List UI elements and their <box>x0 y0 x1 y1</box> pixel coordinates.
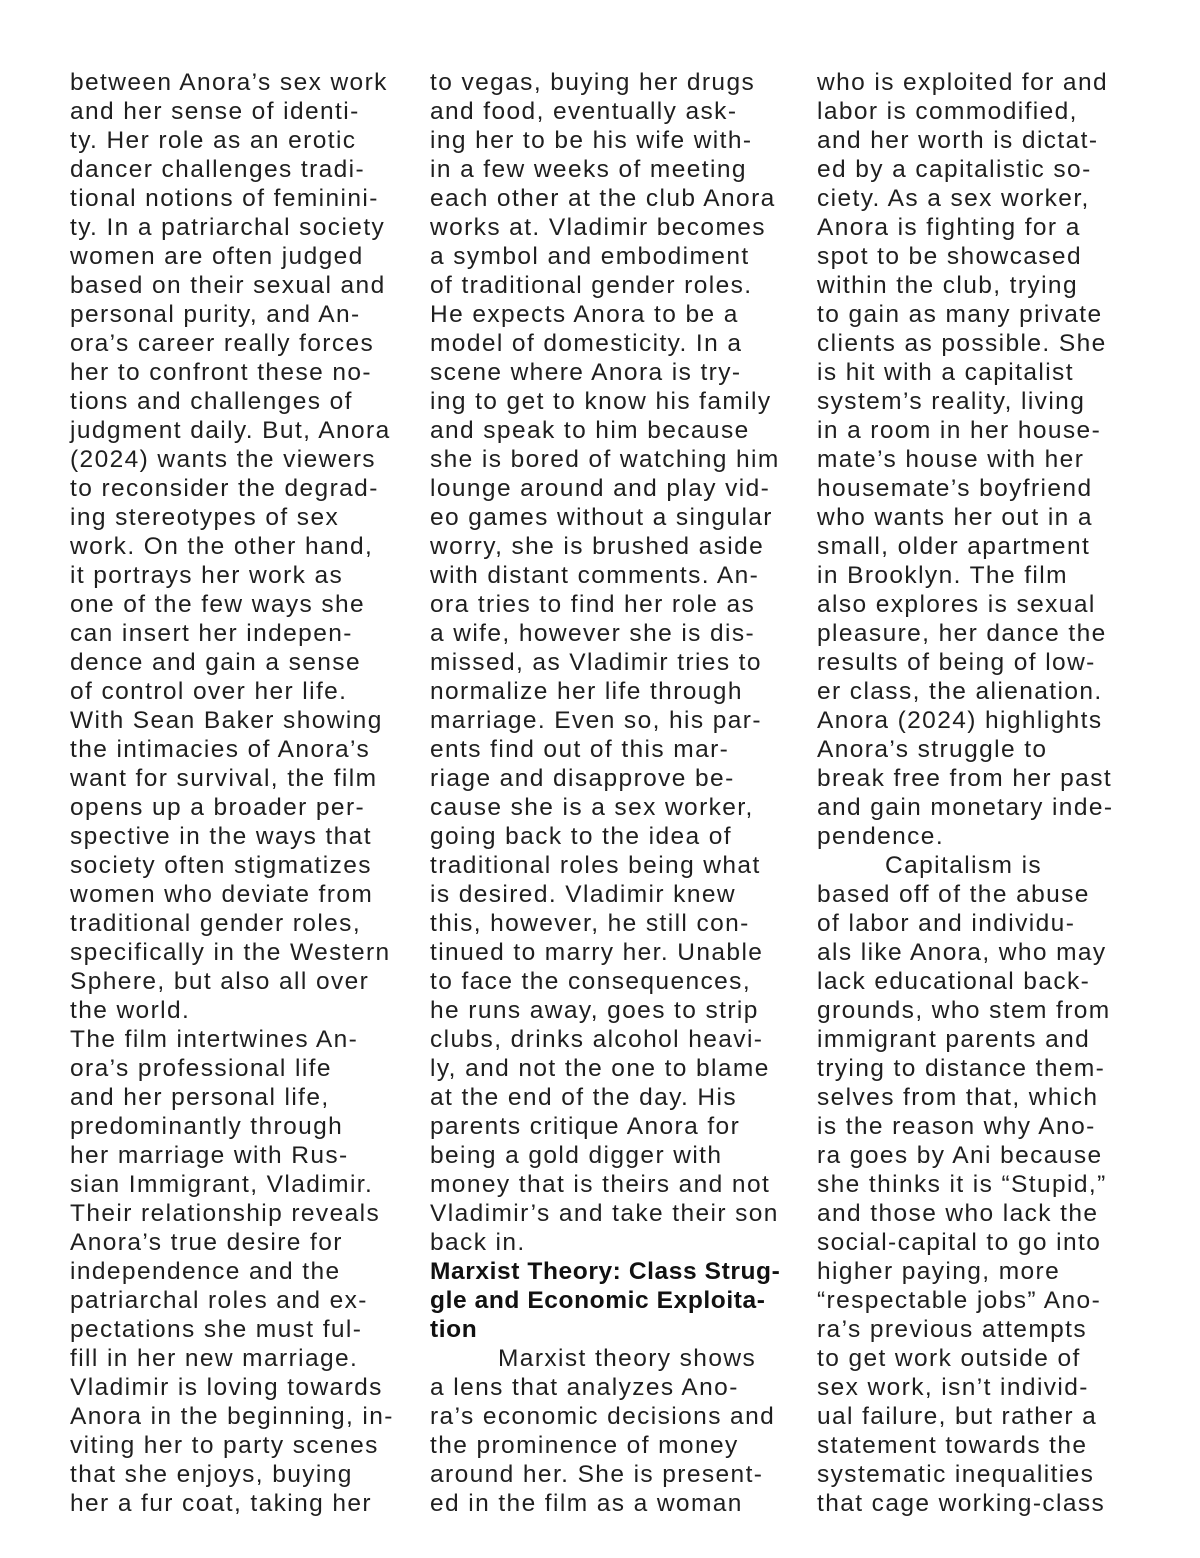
text-line: independence and the <box>70 1258 341 1285</box>
text-line: pleasure, her dance the <box>817 620 1107 647</box>
text-column-middle <box>430 68 802 1518</box>
text-line: He expects Anora to be a <box>430 301 739 328</box>
text-line: Anora’s struggle to <box>817 736 1048 763</box>
text-column-left <box>70 68 415 1518</box>
text-line: within the club, trying <box>817 272 1078 299</box>
text-line: Anora’s true desire for <box>70 1229 343 1256</box>
text-line: women who deviate from <box>70 881 374 908</box>
text-line: to face the consequences, <box>430 968 752 995</box>
text-line: her marriage with Rus- <box>70 1142 349 1169</box>
text-line: clubs, drinks alcohol heavi- <box>430 1026 764 1053</box>
section-heading-line: gle and Economic Exploita- <box>430 1287 766 1314</box>
text-line: can insert her indepen- <box>70 620 353 647</box>
text-line: predominantly through <box>70 1113 344 1140</box>
text-line: Capitalism is <box>885 852 1043 879</box>
text-line: spot to be showcased <box>817 243 1082 270</box>
text-line: that she enjoys, buying <box>70 1461 353 1488</box>
text-line: model of domesticity. In a <box>430 330 743 357</box>
text-line: each other at the club Anora <box>430 185 776 212</box>
text-line: pendence. <box>817 823 945 850</box>
text-line: in a few weeks of meeting <box>430 156 747 183</box>
text-line: results of being of low- <box>817 649 1096 676</box>
text-line: ora’s professional life <box>70 1055 332 1082</box>
text-line: her to confront these no- <box>70 359 372 386</box>
text-line: she is bored of watching him <box>430 446 780 473</box>
text-line: judgment daily. But, Anora <box>70 417 391 444</box>
text-line: to reconsider the degrad- <box>70 475 379 502</box>
text-line: marriage. Even so, his par- <box>430 707 762 734</box>
text-line: sian Immigrant, Vladimir. <box>70 1171 374 1198</box>
text-line: and her personal life, <box>70 1084 330 1111</box>
text-line: and speak to him because <box>430 417 750 444</box>
text-line: missed, as Vladimir tries to <box>430 649 762 676</box>
text-line: ents find out of this mar- <box>430 736 730 763</box>
text-line: ra goes by Ani because <box>817 1142 1103 1169</box>
text-line: work. On the other hand, <box>70 533 374 560</box>
text-line: riage and disapprove be- <box>430 765 735 792</box>
text-line: eo games without a singular <box>430 504 773 531</box>
text-line: ed in the film as a woman <box>430 1490 743 1517</box>
text-line: tional notions of feminini- <box>70 185 379 212</box>
text-line: viting her to party scenes <box>70 1432 379 1459</box>
text-line: he runs away, goes to strip <box>430 997 759 1024</box>
text-line: cause she is a sex worker, <box>430 794 754 821</box>
text-line: patriarchal roles and ex- <box>70 1287 368 1314</box>
text-line: it portrays her work as <box>70 562 344 589</box>
text-line: of labor and individu- <box>817 910 1076 937</box>
text-line: pectations she must ful- <box>70 1316 363 1343</box>
text-line: labor is commodified, <box>817 98 1078 125</box>
text-line: dancer challenges tradi- <box>70 156 366 183</box>
text-line: one of the few ways she <box>70 591 366 618</box>
text-line: the prominence of money <box>430 1432 739 1459</box>
text-line: of control over her life. <box>70 678 348 705</box>
text-line: sex work, isn’t individ- <box>817 1374 1089 1401</box>
text-line: her a fur coat, taking her <box>70 1490 372 1517</box>
text-line: the intimacies of Anora’s <box>70 736 371 763</box>
text-line: in Brooklyn. The film <box>817 562 1068 589</box>
text-line: immigrant parents and <box>817 1026 1091 1053</box>
text-line: ual failure, but rather a <box>817 1403 1098 1430</box>
text-line: ing her to be his wife with- <box>430 127 753 154</box>
text-line: money that is theirs and not <box>430 1171 771 1198</box>
text-line: Vladimir is loving towards <box>70 1374 383 1401</box>
text-line: scene where Anora is try- <box>430 359 742 386</box>
text-line: around her. She is present- <box>430 1461 764 1488</box>
text-line: a symbol and embodiment <box>430 243 750 270</box>
text-line: Marxist theory shows <box>498 1345 757 1372</box>
text-line: traditional gender roles, <box>70 910 362 937</box>
text-line: ly, and not the one to blame <box>430 1055 770 1082</box>
text-line: is desired. Vladimir knew <box>430 881 736 908</box>
text-line: statement towards the <box>817 1432 1088 1459</box>
text-line: als like Anora, who may <box>817 939 1107 966</box>
text-line: trying to distance them- <box>817 1055 1106 1082</box>
text-line: parents critique Anora for <box>430 1113 741 1140</box>
text-line: she thinks it is “Stupid,” <box>817 1171 1107 1198</box>
text-line: in a room in her house- <box>817 417 1102 444</box>
text-line: Sphere, but also all over <box>70 968 370 995</box>
text-line: ra’s previous attempts <box>817 1316 1088 1343</box>
text-line: systematic inequalities <box>817 1461 1095 1488</box>
text-line: ora’s career really forces <box>70 330 375 357</box>
text-line: a wife, however she is dis- <box>430 620 756 647</box>
text-line: and her worth is dictat- <box>817 127 1099 154</box>
text-line: between Anora’s sex work <box>70 69 388 96</box>
text-line: ty. In a patriarchal society <box>70 214 386 241</box>
text-line: opens up a broader per- <box>70 794 366 821</box>
text-line: specifically in the Western <box>70 939 391 966</box>
text-line: mate’s house with her <box>817 446 1085 473</box>
text-line: at the end of the day. His <box>430 1084 737 1111</box>
text-line: with distant comments. An- <box>430 562 760 589</box>
text-line: clients as possible. She <box>817 330 1107 357</box>
text-line: and her sense of identi- <box>70 98 360 125</box>
text-line: who is exploited for and <box>817 69 1109 96</box>
text-line: traditional roles being what <box>430 852 761 879</box>
text-line: is hit with a capitalist <box>817 359 1074 386</box>
text-line: tions and challenges of <box>70 388 353 415</box>
text-line: to get work outside of <box>817 1345 1081 1372</box>
text-line: dence and gain a sense <box>70 649 361 676</box>
text-line: system’s reality, living <box>817 388 1086 415</box>
text-line: also explores is sexual <box>817 591 1096 618</box>
text-line: grounds, who stem from <box>817 997 1111 1024</box>
text-line: the world. <box>70 997 191 1024</box>
text-line: ty. Her role as an erotic <box>70 127 357 154</box>
text-line: normalize her life through <box>430 678 743 705</box>
text-line: and those who lack the <box>817 1200 1099 1227</box>
text-line: women are often judged <box>70 243 364 270</box>
text-line: The film intertwines An- <box>70 1026 359 1053</box>
text-line: er class, the alienation. <box>817 678 1103 705</box>
text-line: and food, eventually ask- <box>430 98 738 125</box>
text-line: ing to get to know his family <box>430 388 772 415</box>
text-line: and gain monetary inde- <box>817 794 1114 821</box>
text-column-right <box>817 68 1137 1518</box>
text-line: small, older apartment <box>817 533 1091 560</box>
text-line: break free from her past <box>817 765 1113 792</box>
text-line: Their relationship reveals <box>70 1200 381 1227</box>
text-line: a lens that analyzes Ano- <box>430 1374 739 1401</box>
text-line: that cage working-class <box>817 1490 1106 1517</box>
text-line: society often stigmatizes <box>70 852 372 879</box>
text-line: “respectable jobs” Ano- <box>817 1287 1102 1314</box>
text-line: want for survival, the film <box>70 765 378 792</box>
text-line: higher paying, more <box>817 1258 1061 1285</box>
text-line: being a gold digger with <box>430 1142 723 1169</box>
text-line: Anora (2024) highlights <box>817 707 1103 734</box>
text-line: based off of the abuse <box>817 881 1090 908</box>
text-line: (2024) wants the viewers <box>70 446 376 473</box>
text-line: going back to the idea of <box>430 823 732 850</box>
section-heading-line: Marxist Theory: Class Strug- <box>430 1258 781 1285</box>
text-line: tinued to marry her. Unable <box>430 939 764 966</box>
text-line: ra’s economic decisions and <box>430 1403 776 1430</box>
text-line: of traditional gender roles. <box>430 272 753 299</box>
text-line: ing stereotypes of sex <box>70 504 340 531</box>
text-line: Vladimir’s and take their son <box>430 1200 779 1227</box>
text-line: selves from that, which <box>817 1084 1099 1111</box>
text-line: back in. <box>430 1229 526 1256</box>
text-line: ciety. As a sex worker, <box>817 185 1090 212</box>
text-line: works at. Vladimir becomes <box>430 214 766 241</box>
text-line: to gain as many private <box>817 301 1103 328</box>
text-line: this, however, he still con- <box>430 910 750 937</box>
text-line: is the reason why Ano- <box>817 1113 1096 1140</box>
text-line: spective in the ways that <box>70 823 372 850</box>
text-line: lack educational back- <box>817 968 1091 995</box>
text-line: worry, she is brushed aside <box>430 533 765 560</box>
text-line: who wants her out in a <box>817 504 1093 531</box>
text-line: to vegas, buying her drugs <box>430 69 756 96</box>
text-line: Anora is fighting for a <box>817 214 1081 241</box>
text-line: ed by a capitalistic so- <box>817 156 1092 183</box>
text-line: based on their sexual and <box>70 272 386 299</box>
text-line: personal purity, and An- <box>70 301 361 328</box>
text-line: social-capital to go into <box>817 1229 1102 1256</box>
section-heading-line: tion <box>430 1316 478 1343</box>
text-line: With Sean Baker showing <box>70 707 383 734</box>
text-line: ora tries to find her role as <box>430 591 756 618</box>
text-line: housemate’s boyfriend <box>817 475 1093 502</box>
text-line: fill in her new marriage. <box>70 1345 359 1372</box>
text-line: Anora in the beginning, in- <box>70 1403 394 1430</box>
text-line: lounge around and play vid- <box>430 475 771 502</box>
